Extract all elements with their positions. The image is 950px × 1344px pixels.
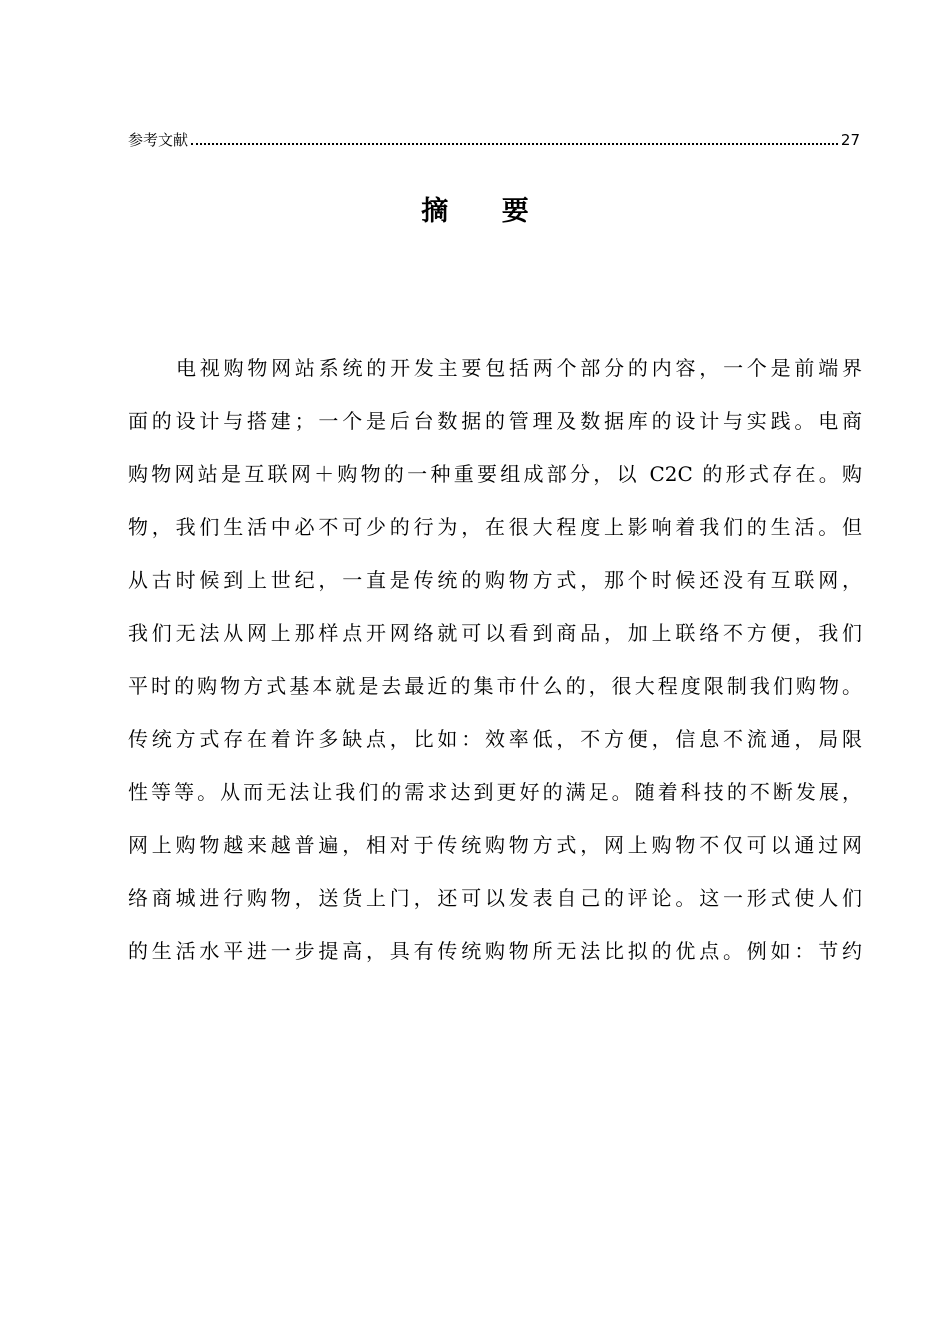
abstract-body: [128, 342, 862, 978]
abstract-line: 面的设计与搭建；一个是后台数据的管理及数据库的设计与实践。电商: [128, 409, 862, 433]
toc-page-number: 27: [840, 131, 860, 149]
toc-entry-references[interactable]: [128, 126, 860, 150]
abstract-line: 我们无法从网上那样点开网络就可以看到商品，加上联络不方便，我们: [128, 621, 862, 645]
abstract-line: 的生活水平进一步提高，具有传统购物所无法比拟的优点。例如：节约: [128, 939, 862, 963]
abstract-line: 平时的购物方式基本就是去最近的集市什么的，很大程度限制我们购物。: [128, 674, 862, 698]
abstract-line: 络商城进行购物，送货上门，还可以发表自己的评论。这一形式使人们: [128, 886, 862, 910]
abstract-line: 电视购物网站系统的开发主要包括两个部分的内容，一个是前端界: [176, 356, 862, 380]
abstract-line: 从古时候到上世纪，一直是传统的购物方式，那个时候还没有互联网，: [128, 568, 862, 592]
abstract-title: 摘 要: [421, 196, 551, 227]
abstract-line: 购物网站是互联网＋购物的一种重要组成部分，以 C2C 的形式存在。购: [128, 462, 862, 486]
abstract-line: 性等等。从而无法让我们的需求达到更好的满足。随着科技的不断发展，: [128, 780, 862, 804]
abstract-line: 传统方式存在着许多缺点，比如：效率低，不方便，信息不流通，局限: [128, 727, 862, 751]
toc-dot-leader: [191, 143, 838, 145]
abstract-line: 网上购物越来越普遍，相对于传统购物方式，网上购物不仅可以通过网: [128, 833, 862, 857]
toc-entry-label: 参考文献: [128, 131, 189, 149]
abstract-line: 物，我们生活中必不可少的行为，在很大程度上影响着我们的生活。但: [128, 515, 862, 539]
